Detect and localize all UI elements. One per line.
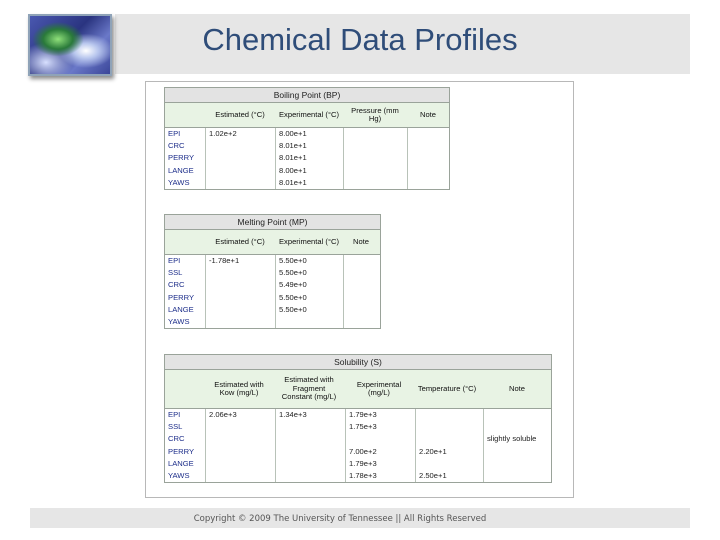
header-cell: Experimental (mg/L) [356,379,402,397]
fragment-value: 1.34e+3 [279,410,307,419]
row-label: CRC [168,141,185,151]
temperature-value: 2.20e+1 [419,446,447,456]
table-row [165,458,551,470]
experimental-value: 5.50e+0 [279,256,307,265]
header-cell: Note [508,383,526,393]
header-cell: Estimated (°C) [215,236,265,246]
boiling-point-table [164,87,450,190]
row-label: LANGE [168,165,194,175]
row-label: YAWS [168,177,190,187]
table-row [165,470,551,482]
table-row [165,292,380,304]
table-row [165,152,449,164]
experimental-value: 5.49e+0 [279,280,307,290]
experimental-value: 8.01e+1 [279,141,307,151]
table-caption: Melting Point (MP) [165,215,380,230]
logo-image [28,14,112,76]
solubility-table [164,354,552,483]
experimental-value: 8.01e+1 [279,153,307,163]
header-cell: Estimated with Kow (mg/L) [214,379,264,397]
header-cell: Note [419,109,437,119]
header-cell: Note [352,236,370,246]
row-label: EPI [168,129,181,138]
experimental-value: 1.79e+3 [349,410,377,419]
header-cell: Pressure (mm Hg) [351,105,399,123]
experimental-value: 8.00e+1 [279,165,307,175]
row-label: EPI [168,410,181,419]
table-header [165,370,551,409]
table-row [165,267,380,279]
table-row [165,421,551,433]
experimental-value: 8.01e+1 [279,177,307,187]
experimental-value: 1.75e+3 [349,422,377,432]
row-label: EPI [168,256,181,265]
table-row [165,140,449,152]
header-cell: Experimental (°C) [278,109,339,119]
row-label: PERRY [168,292,195,302]
table-row [165,255,380,267]
table-row [165,409,551,421]
row-label: YAWS [168,316,190,326]
experimental-value: 7.00e+2 [349,446,377,456]
table-row [165,279,380,291]
content-panel [145,81,574,498]
header-cell: Experimental (°C) [278,236,339,246]
estimated-value: -1.78e+1 [209,256,240,265]
experimental-value: 1.78e+3 [349,470,377,480]
experimental-value: 5.50e+0 [279,292,307,302]
table-row [165,165,449,177]
table-row [165,128,449,140]
experimental-value: 8.00e+1 [279,129,307,138]
melting-point-table [164,214,381,329]
table-row [165,433,551,445]
row-label: PERRY [168,153,195,163]
row-label: CRC [168,434,185,444]
page-title: Chemical Data Profiles [202,22,518,57]
table-row [165,177,449,189]
estimated-value: 1.02e+2 [209,129,237,138]
table-caption: Boiling Point (BP) [165,88,449,103]
kow-value: 2.06e+3 [209,410,237,419]
header-cell: Temperature (°C) [417,383,477,393]
temperature-value: 2.50e+1 [419,470,447,480]
table-header [165,230,380,255]
note-value: slightly soluble [487,434,537,444]
experimental-value: 5.50e+0 [279,304,307,314]
experimental-value: 1.79e+3 [349,458,377,468]
header-cell: Estimated with Fragment Constant (mg/L) [281,375,337,402]
row-label: SSL [168,422,183,432]
row-label: PERRY [168,446,195,456]
row-label: LANGE [168,458,194,468]
copyright-text: Copyright © 2009 The University of Tennessee || All Rights Reserved [193,514,487,524]
table-row [165,304,380,316]
table-row [165,316,380,328]
row-label: SSL [168,268,183,278]
table-row [165,446,551,458]
row-label: YAWS [168,470,190,480]
table-header [165,103,449,128]
row-label: CRC [168,280,185,290]
row-label: LANGE [168,304,194,314]
header-cell: Estimated (°C) [215,109,265,119]
experimental-value: 5.50e+0 [279,268,307,278]
table-caption: Solubility (S) [165,355,551,370]
